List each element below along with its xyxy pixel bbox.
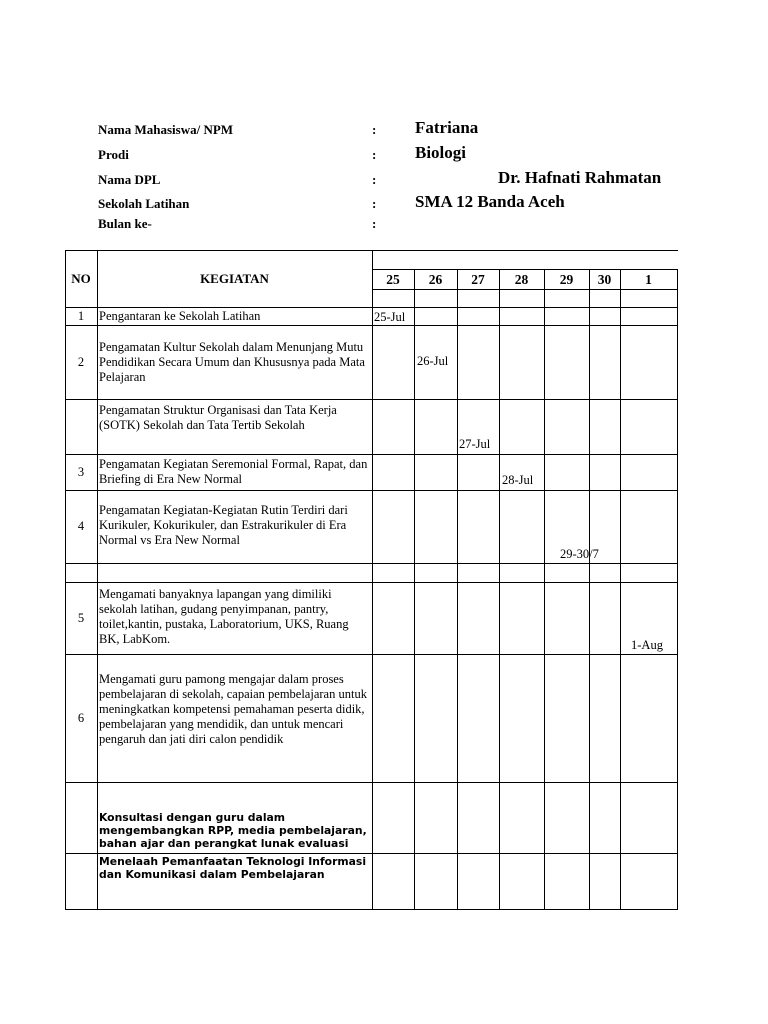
row-number: 4 — [77, 519, 85, 533]
column-divider — [677, 269, 678, 910]
row-divider — [65, 399, 678, 400]
header-day: 29 — [559, 271, 574, 287]
row-number: 2 — [77, 354, 85, 369]
table-border-bottom — [65, 909, 678, 910]
info-value: Biologi — [415, 143, 467, 162]
column-divider — [372, 250, 373, 910]
column-divider — [414, 269, 415, 910]
column-divider — [457, 269, 458, 910]
info-label: Prodi — [98, 147, 129, 162]
info-row-month — [0, 213, 768, 237]
header-no: NO — [71, 271, 91, 286]
header-day: 25 — [386, 271, 400, 287]
header-day: 26 — [428, 271, 443, 287]
activity-text: Pengamatan Kultur Sekolah dalam Menunjang Mutu Pendidikan Secara Umum dan Khususnya pada Mata Pelajaran — [99, 340, 365, 384]
row-number — [65, 399, 97, 454]
activity-text: Menelaah Pemanfaatan Teknologi Informasi dan Komunikasi dalam Pembelajaran — [99, 855, 367, 881]
activity-text: Pengamatan Kegiatan-Kegiatan Rutin Terdiri dari Kurikuler, Kokurikuler, dan Estrakurikuler di Era Normal vs Era New Normal — [99, 503, 348, 547]
info-row-prodi — [0, 143, 768, 167]
column-divider — [620, 269, 621, 910]
student-info — [0, 0, 768, 240]
column-divider — [544, 269, 545, 910]
info-colon: : — [372, 216, 377, 231]
row-divider — [65, 782, 678, 783]
row-number: 6 — [77, 710, 85, 725]
activity-date: 29-30/7 — [560, 547, 599, 561]
info-colon: : — [372, 147, 377, 162]
header-day: 28 — [514, 271, 529, 287]
info-value: Dr. Hafnati Rahmatan — [498, 168, 662, 187]
activity-date: 1-Aug — [631, 638, 663, 652]
row-divider — [65, 325, 678, 326]
info-colon: : — [372, 122, 377, 137]
activity-date: 26-Jul — [417, 354, 449, 368]
activity-table — [65, 250, 678, 910]
row-number: 3 — [77, 464, 85, 479]
header-day: 27 — [471, 271, 485, 287]
activity-text: Mengamati banyaknya lapangan yang dimiliki sekolah latihan, gudang penyimpanan, pantry, toilet,kantin, pustaka, Laboratorium, UKS, Ruang BK, LabKom. — [99, 587, 349, 646]
activity-text: Pengamatan Struktur Organisasi dan Tata Kerja (SOTK) Sekolah dan Tata Tertib Sekolah — [99, 403, 337, 432]
row-number — [65, 782, 97, 853]
row-divider — [65, 454, 678, 455]
activity-text: Mengamati guru pamong mengajar dalam proses pembelajaran di sekolah, capaian pembelajaran untuk meningkatkan kompetensi pemahaman peserta didik, pembelajaran yang mendidik, dan untuk mencari pengaruh dan jati diri calon pendidik — [99, 672, 367, 746]
info-label: Bulan ke- — [98, 216, 152, 231]
info-row-name — [0, 118, 768, 142]
activity-date: 28-Jul — [502, 473, 534, 487]
row-number — [65, 563, 97, 582]
info-label: Nama DPL — [98, 172, 161, 187]
activity-text: Konsultasi dengan guru dalam mengembangkan RPP, media pembelajaran, bahan ajar dan perangkat lunak evaluasi — [99, 811, 367, 850]
activity-text: Pengantaran ke Sekolah Latihan — [99, 309, 261, 323]
row-divider — [372, 289, 678, 290]
info-value: Fatriana — [415, 118, 479, 137]
column-divider — [499, 269, 500, 910]
row-divider — [65, 490, 678, 491]
info-row-dpl — [0, 168, 768, 192]
row-number: 5 — [77, 610, 85, 625]
info-label: Nama Mahasiswa/ NPM — [98, 122, 234, 137]
header-day: 30 — [597, 271, 612, 287]
info-label: Sekolah Latihan — [98, 196, 190, 211]
column-divider — [589, 269, 590, 910]
row-number: 1 — [77, 308, 85, 323]
activity-date: 27-Jul — [459, 437, 491, 451]
header-day: 1 — [645, 271, 652, 287]
info-colon: : — [372, 172, 377, 187]
info-value: SMA 12 Banda Aceh — [415, 192, 565, 211]
row-divider — [65, 853, 678, 854]
row-divider — [65, 654, 678, 655]
header-activity: KEGIATAN — [200, 271, 269, 286]
row-divider — [65, 563, 678, 564]
activity-date: 25-Jul — [374, 310, 406, 324]
info-colon: : — [372, 196, 377, 211]
activity-text: Pengamatan Kegiatan Seremonial Formal, Rapat, dan Briefing di Era New Normal — [99, 457, 368, 486]
row-divider — [65, 307, 678, 308]
row-number — [65, 853, 97, 909]
row-divider — [65, 582, 678, 583]
